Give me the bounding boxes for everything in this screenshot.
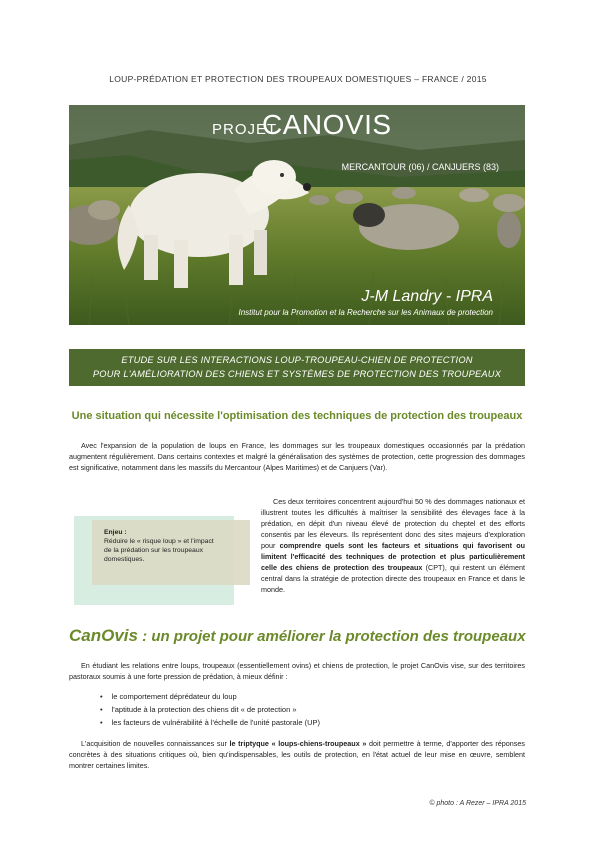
list-item: • le comportement déprédateur du loup	[100, 690, 320, 703]
hero-canovis-title: CANOVIS	[262, 109, 392, 140]
section2-title-rest: : un projet pour améliorer la protection des troupeaux	[137, 628, 526, 645]
section2-title	[69, 626, 526, 646]
para2-end: (CPT), qui restent un élément central dans la stratégie de protection directe des troupeaux en France et dans le monde.	[261, 563, 525, 594]
photo-credit: © photo : A Rezer – IPRA 2015	[429, 800, 526, 807]
enjeu-callout	[104, 528, 222, 564]
enjeu-title: Enjeu :	[104, 529, 127, 536]
para4-start: L'acquisition de nouvelles connaissances sur	[81, 739, 230, 748]
page-header: LOUP-PRÉDATION ET PROTECTION DES TROUPEAUX DOMESTIQUES – FRANCE / 2015	[109, 74, 487, 84]
objectives-list	[100, 690, 320, 729]
hero-institute: Institut pour la Promotion et la Recherche sur les Animaux de protection	[238, 308, 493, 317]
section1-paragraph-1: Avec l'expansion de la population de loups en France, les dommages sur les troupeaux domestiques occasionnés par la prédation augmentent régulièrement. Dans certains contextes et malgré la généralisation des systèmes de protection, cette progression des dommages est significative, notamment dans les massifs du Mercantour (Alpes Maritimes) et de Canjuers (Var).	[69, 441, 525, 472]
section1-paragraph-2	[261, 496, 525, 595]
banner-line-1: ETUDE SUR LES INTERACTIONS LOUP-TROUPEAU-CHIEN DE PROTECTION	[121, 355, 473, 365]
list-item: • l'aptitude à la protection des chiens dit « de protection »	[100, 703, 320, 716]
list-item: • les facteurs de vulnérabilité à l'échelle de l'unité pastorale (UP)	[100, 716, 320, 729]
hero-projet-label: PROJET	[212, 121, 278, 138]
study-banner	[69, 349, 525, 386]
section2-brand: CanOvis	[69, 626, 138, 645]
hero-location: MERCANTOUR (06) / CANJUERS (83)	[341, 162, 499, 172]
para4-end: doit permettre à terme, d'apporter des réponses concrètes à des situations critiques où, bien qu'indispensables, les outils de protection, en l'état actuel de leur mise en œuvre, semblent montrer certaines limites.	[69, 739, 525, 770]
section1-title: Une situation qui nécessite l'optimisation des techniques de protection des troupeaux	[71, 410, 523, 422]
banner-line-2: POUR L'AMÉLIORATION DES CHIENS ET SYSTÈMES DE PROTECTION DES TROUPEAUX	[92, 369, 502, 379]
section2-paragraph-2	[69, 738, 525, 771]
para4-emphasis: le triptyque « loups-chiens-troupeaux »	[229, 739, 367, 748]
enjeu-text: Réduire le « risque loup » et l'impact de la prédation sur les troupeaux domestiques.	[104, 538, 214, 563]
hero-photo	[69, 105, 525, 325]
para2-start: Ces deux territoires concentrent aujourd'hui 50 % des dommages nationaux et illustrent toutes les difficultés à maîtriser la sensibilité des élevages face à la prédation, en dépit d'un niveau élevé de protection du cheptel et des efforts consentis par les éleveurs. Ils représentent donc des sites majeurs d'exploration pour	[261, 497, 525, 550]
hero-author: J-M Landry - IPRA	[361, 288, 493, 305]
section2-paragraph-1: En étudiant les relations entre loups, troupeaux (essentiellement ovins) et chiens de protection, le projet CanOvis vise, sur des territoires pastoraux soumis à une forte pression de prédation, à mieux définir :	[69, 661, 525, 681]
para2-emphasis: comprendre quels sont les facteurs et situations qui favorisent ou limitent l'efficacité des techniques de protection et plus particulièrement celle des chiens de protection des troupeaux	[261, 541, 525, 572]
